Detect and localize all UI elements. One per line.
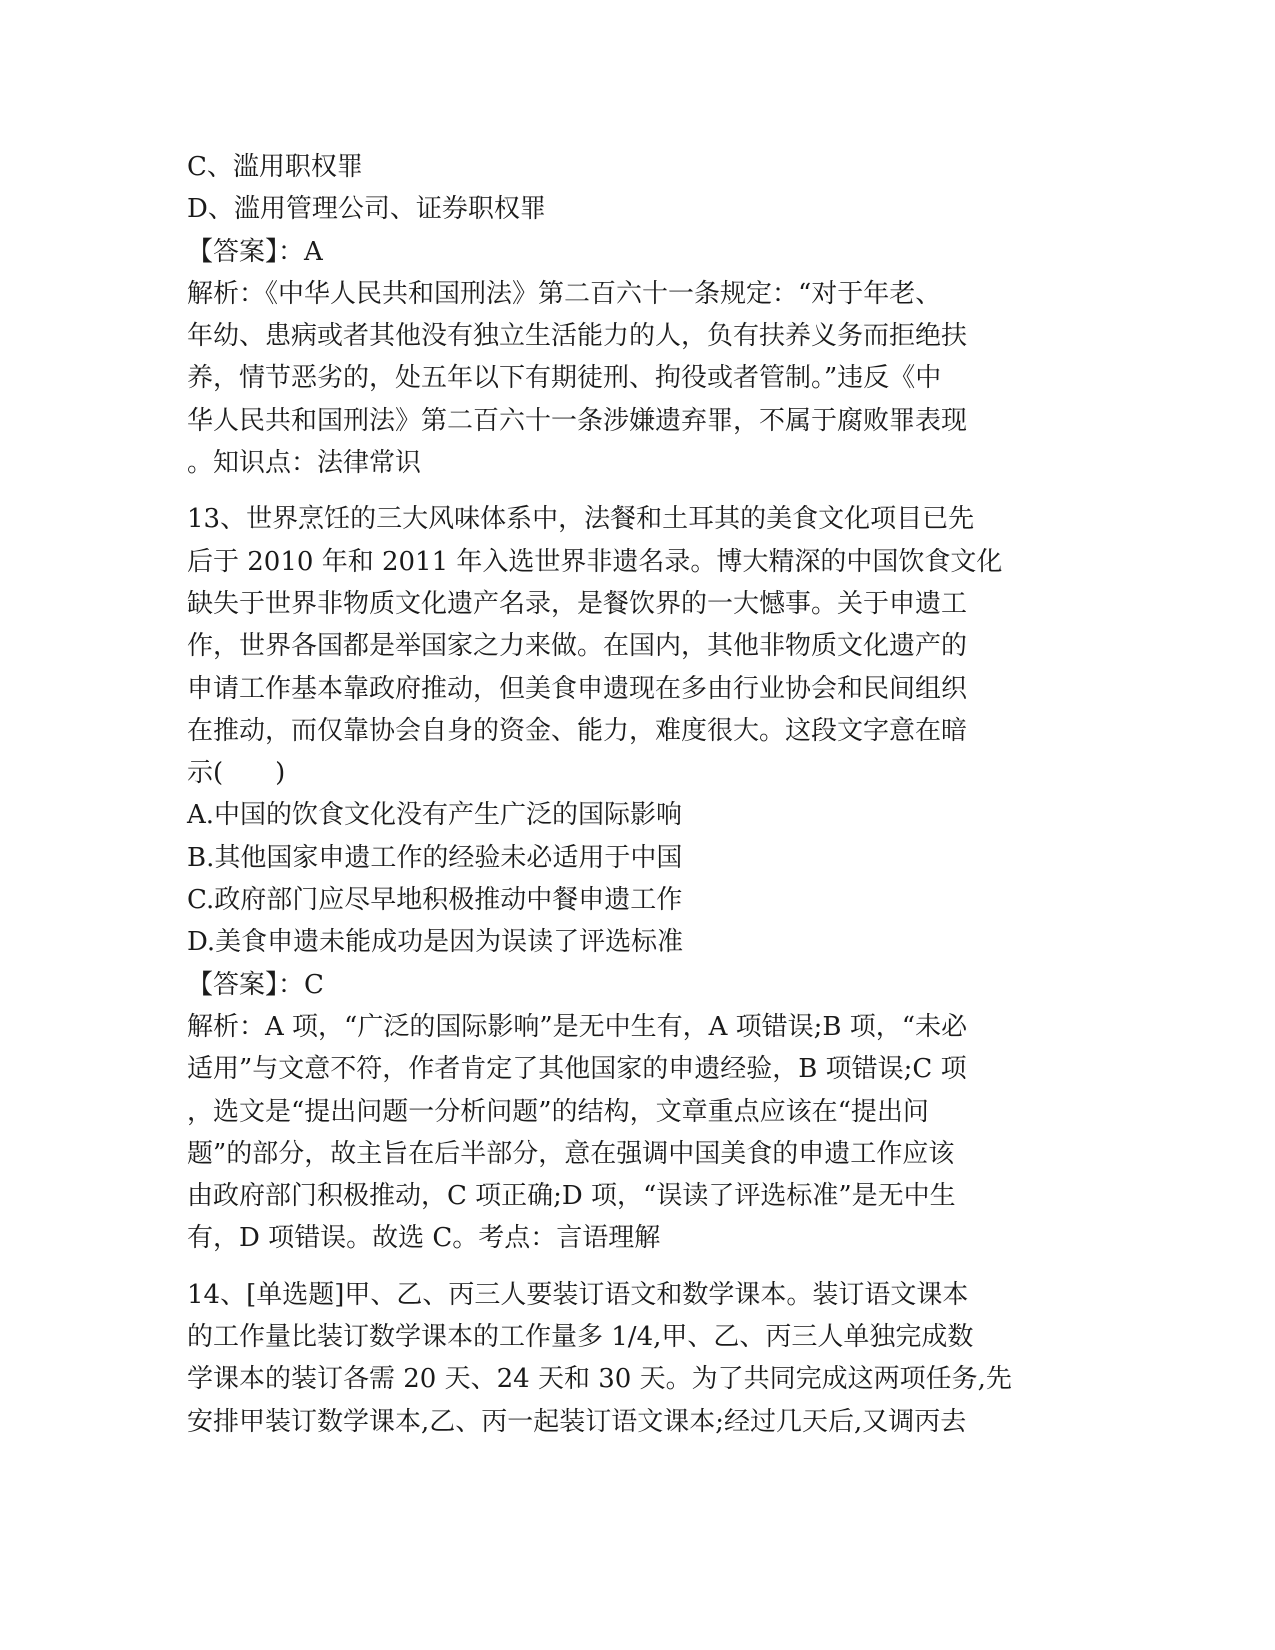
option-a: A.中国的饮食文化没有产生广泛的国际影响 — [187, 800, 683, 831]
question-13 — [187, 498, 1087, 1259]
analysis-line: 。知识点：法律常识 — [187, 448, 422, 479]
question-12-tail — [187, 146, 1087, 484]
option-b: B.其他国家申遗工作的经验未必适用于中国 — [187, 842, 683, 873]
question-14 — [187, 1274, 1087, 1443]
spacer — [187, 1260, 1087, 1274]
option-d: D、滥用管理公司、证券职权罪 — [187, 194, 546, 225]
analysis-line: 解析：A 项，“广泛的国际影响”是无中生有，A 项错误;B 项，“未必 — [187, 1011, 968, 1042]
analysis-line: 适用”与文意不符，作者肯定了其他国家的申遗经验，B 项错误;C 项 — [187, 1054, 967, 1085]
analysis-line: 华人民共和国刑法》第二百六十一条涉嫌遗弃罪，不属于腐败罪表现 — [187, 405, 968, 436]
document-page — [187, 146, 1087, 1443]
question-stem-line: 安排甲装订数学课本,乙、丙一起装订语文课本;经过几天后,又调丙去 — [187, 1406, 967, 1437]
option-c: C、滥用职权罪 — [187, 152, 363, 182]
answer-line: 【答案】：C — [187, 969, 324, 1000]
analysis-line: 题”的部分，故主旨在后半部分，意在强调中国美食的申遗工作应该 — [187, 1138, 955, 1169]
question-stem-line: 的工作量比装订数学课本的工作量多 1/4,甲、乙、丙三人单独完成数 — [187, 1322, 974, 1353]
analysis-line: 由政府部门积极推动，C 项正确;D 项，“误读了评选标准”是无中生 — [187, 1181, 956, 1212]
question-stem-line: 学课本的装订各需 20 天、24 天和 30 天。为了共同完成这两项任务,先 — [187, 1364, 1012, 1395]
analysis-line: 年幼、患病或者其他没有独立生活能力的人，负有扶养义务而拒绝扶 — [187, 321, 968, 352]
spacer — [187, 484, 1087, 498]
question-stem-line: 作，世界各国都是举国家之力来做。在国内，其他非物质文化遗产的 — [187, 631, 968, 662]
analysis-line: 养，情节恶劣的，处五年以下有期徒刑、拘役或者管制。”违反《中 — [187, 363, 942, 394]
question-stem-line: 缺失于世界非物质文化遗产名录，是餐饮界的一大憾事。关于申遗工 — [187, 588, 968, 619]
question-stem-line: 14、[单选题]甲、乙、丙三人要装订语文和数学课本。装订语文课本 — [187, 1279, 969, 1310]
analysis-line: 解析：《中华人民共和国刑法》第二百六十一条规定：“对于年老、 — [187, 278, 942, 309]
question-stem-line: 在推动，而仅靠协会自身的资金、能力，难度很大。这段文字意在暗 — [187, 715, 968, 746]
analysis-line: 有，D 项错误。故选 C。考点：言语理解 — [187, 1223, 661, 1254]
question-stem-line: 申请工作基本靠政府推动，但美食申遗现在多由行业协会和民间组织 — [187, 673, 968, 704]
question-stem-line: 示( ) — [187, 758, 286, 789]
question-stem-line: 后于 2010 年和 2011 年入选世界非遗名录。博大精深的中国饮食文化 — [187, 546, 1003, 577]
option-d: D.美食申遗未能成功是因为误读了评选标准 — [187, 927, 684, 958]
answer-line: 【答案】：A — [187, 236, 323, 267]
question-stem-line: 13、世界烹饪的三大风味体系中，法餐和土耳其的美食文化项目已先 — [187, 504, 975, 535]
option-c: C.政府部门应尽早地积极推动中餐申遗工作 — [187, 885, 683, 916]
analysis-line: ，选文是“提出问题一分析问题”的结构，文章重点应该在“提出问 — [187, 1096, 929, 1127]
